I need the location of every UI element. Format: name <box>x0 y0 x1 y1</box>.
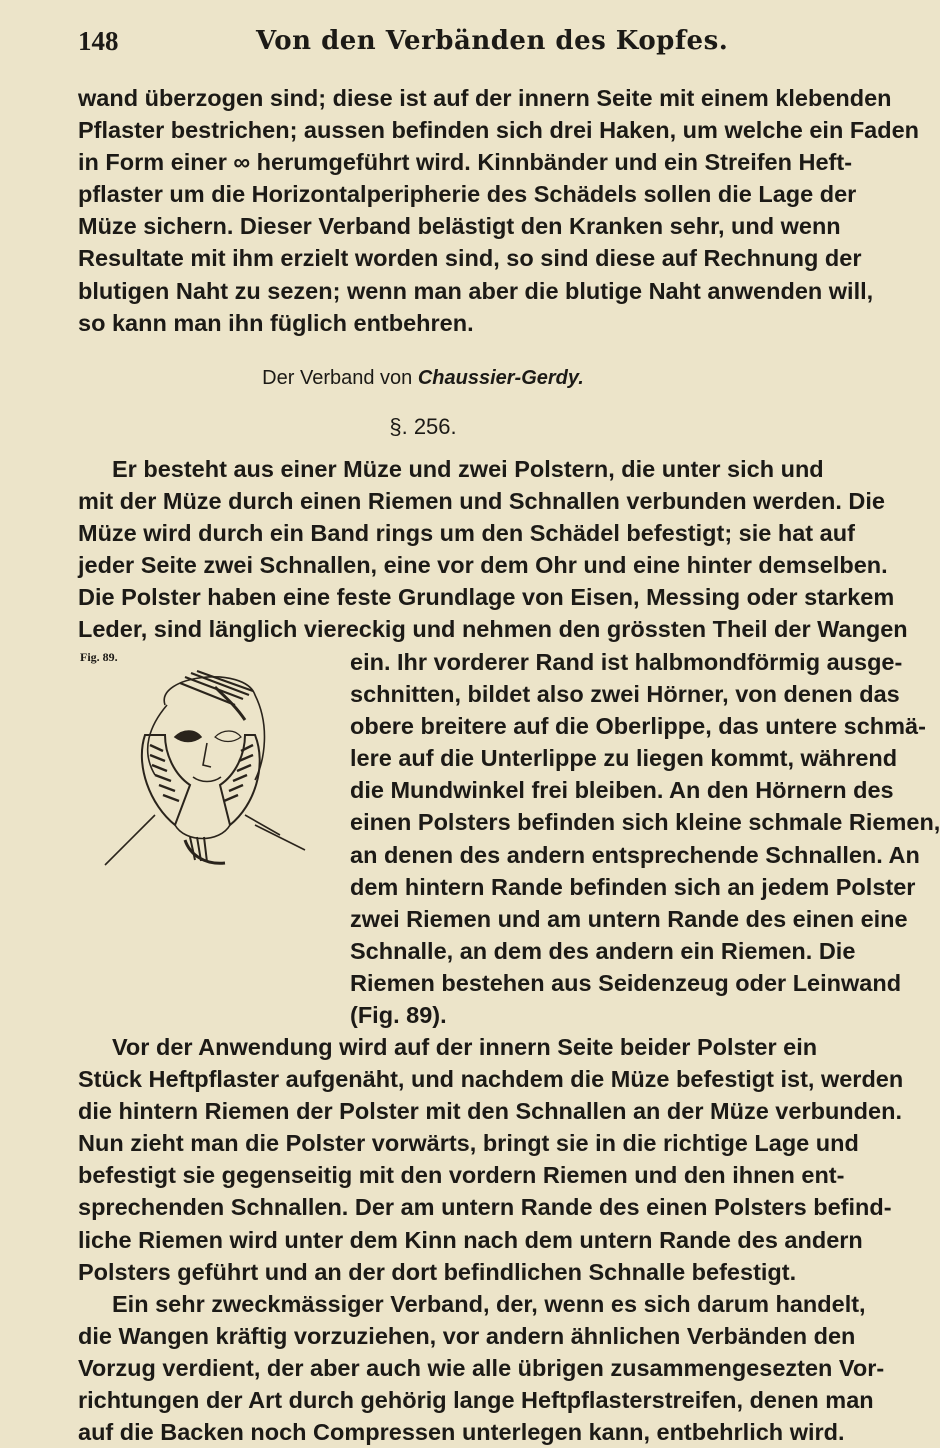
text-line: Ein sehr zweckmässiger Verband, der, wenn es sich darum handelt, <box>112 1290 866 1317</box>
text-line: Pflaster bestrichen; aussen befinden sich drei Haken, um welche ein Faden <box>78 117 920 144</box>
text-line: obere breitere auf die Oberlippe, das untere schmä- <box>350 713 926 740</box>
running-title: Von den Verbänden des Kopfes. <box>256 26 729 56</box>
bandage-figure-icon <box>95 665 315 870</box>
text-line: Leder, sind länglich viereckig und nehmen den grössten Theil der Wangen <box>78 616 908 643</box>
text-line: schnitten, bildet also zwei Hörner, von denen das <box>350 681 900 708</box>
text-line: Schnalle, an dem des andern ein Riemen. Die <box>350 937 856 964</box>
text-line: blutigen Naht zu sezen; wenn man aber die blutige Naht anwenden will, <box>78 277 874 304</box>
text-line: pflaster um die Horizontalperipherie des Schädels sollen die Lage der <box>78 181 857 208</box>
text-line: die hintern Riemen der Polster mit den Schnallen an der Müze verbunden. <box>78 1098 902 1125</box>
text-line: lere auf die Unterlippe zu liegen kommt, während <box>350 745 898 772</box>
text-line: Riemen bestehen aus Seidenzeug oder Leinwand <box>350 969 902 996</box>
intro-paragraph <box>78 82 920 339</box>
text-line: Müze sichern. Dieser Verband belästigt den Kranken sehr, und wenn <box>78 213 841 240</box>
section-heading-name: Chaussier-Gerdy. <box>417 367 584 389</box>
text-line: sprechenden Schnallen. Der am untern Rande des einen Polsters befind- <box>78 1194 892 1221</box>
bandaged-head-illustration <box>95 665 315 870</box>
text-line: Polsters geführt und an der dort befindlichen Schnalle befestigt. <box>78 1258 797 1285</box>
text-line: ein. Ihr vorderer Rand ist halbmondförmig ausge- <box>350 649 903 675</box>
text-line: die Wangen kräftig vorzuziehen, vor andern ähnlichen Verbänden den <box>78 1322 856 1349</box>
figure-label: Fig. 89. <box>80 650 118 664</box>
page-number: 148 <box>78 26 119 56</box>
text-line: Resultate mit ihm erzielt worden sind, so sind diese auf Rechnung der <box>78 245 862 272</box>
text-line: die Mundwinkel frei bleiben. An den Hörnern des <box>350 777 894 804</box>
section-heading-prefix: Der Verband von <box>262 367 418 389</box>
page-header <box>78 20 760 60</box>
text-line: wand überzogen sind; diese ist auf der innern Seite mit einem klebenden <box>78 85 892 111</box>
text-line: zwei Riemen und am untern Rande des einen eine <box>350 905 908 932</box>
paragraph-full <box>78 453 908 646</box>
text-line: Die Polster haben eine feste Grundlage von Eisen, Messing oder starkem <box>78 584 895 611</box>
paragraph-wrapped <box>350 646 940 1031</box>
text-line: liche Riemen wird unter dem Kinn nach dem untern Rande des andern <box>78 1226 863 1253</box>
section-heading <box>78 362 768 394</box>
text-line: Vorzug verdient, der aber auch wie alle übrigen zusammengesezten Vor- <box>78 1354 885 1381</box>
text-line: an denen des andern entsprechende Schnallen. An <box>350 841 920 868</box>
text-line: in Form einer ∞ herumgeführt wird. Kinnbänder und ein Streifen Heft- <box>78 149 853 176</box>
text-line: Vor der Anwendung wird auf der innern Seite beider Polster ein <box>112 1034 818 1060</box>
text-line: Nun zieht man die Polster vorwärts, bringt sie in die richtige Lage und <box>78 1130 859 1157</box>
section-number: §. 256. <box>389 414 457 439</box>
text-line: richtungen der Art durch gehörig lange Heftpflasterstreifen, denen man <box>78 1387 874 1414</box>
text-line: auf die Backen noch Compressen unterlegen kann, entbehrlich wird. <box>78 1419 845 1446</box>
text-line: einen Polsters befinden sich kleine schmale Riemen, <box>350 809 940 836</box>
text-line: mit der Müze durch einen Riemen und Schnallen verbunden werden. Die <box>78 488 885 515</box>
text-line: Stück Heftpflaster aufgenäht, und nachdem die Müze befestigt ist, werden <box>78 1066 904 1093</box>
text-line: dem hintern Rande befinden sich an jedem Polster <box>350 873 916 900</box>
text-line: Müze wird durch ein Band rings um den Schädel befestigt; sie hat auf <box>78 520 855 547</box>
text-line: jeder Seite zwei Schnallen, eine vor dem Ohr und eine hinter demselben. <box>78 552 888 579</box>
paragraph-after <box>78 1031 904 1448</box>
text-line: so kann man ihn füglich entbehren. <box>78 309 474 336</box>
text-line: Er besteht aus einer Müze und zwei Polstern, die unter sich und <box>112 456 824 482</box>
text-line: (Fig. 89). <box>350 1002 447 1029</box>
text-line: befestigt sie gegenseitig mit den vordern Riemen und den ihnen ent- <box>78 1162 845 1189</box>
